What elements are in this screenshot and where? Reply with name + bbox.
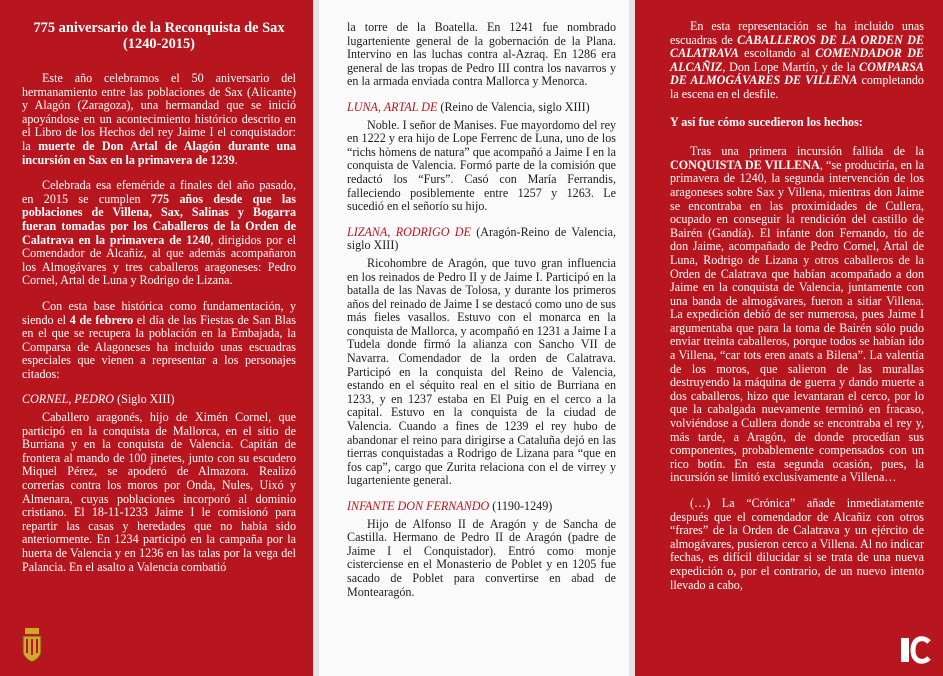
heading-fernando-name: INFANTE DON FERNANDO xyxy=(347,499,490,513)
section-heading: Y así fue cómo sucedieron los hechos: xyxy=(670,114,863,129)
page-title: 775 aniversario de la Reconquista de Sax (1240-2015) xyxy=(33,20,285,52)
right-panel xyxy=(635,0,943,676)
representation-text: En esta representación se ha incluido unas escuadras de xyxy=(670,19,924,47)
cornel-paragraph: Caballero aragonés, hijo de Ximén Cornel, que participó en la conquista de Mallorca, en el sitio de Burriana y en la conquista de Valencia. Capitán de frontera al mando de 100 jinetes, junto con su escudero Miquel Pérez, se apoderó de Almazora. Realizó correrías contra los moros por Onda, Nules, Uixó y Almenara, cuyas poblaciones incorporó al dominio cristiano. El 18-11-1233 Jaime I le comisionó para repartir las casas y heredades que no había sido anteriormente. En 1234 participó en la campaña por la huerta de Valencia y en 1236 en las talas por la vega del Palancia. En el asalto a Valencia combatió xyxy=(22,410,296,574)
heading-cornel-name: CORNEL, PEDRO xyxy=(22,392,115,407)
comendador-highlight: COMENDADOR DE ALCAÑIZ xyxy=(670,46,924,74)
anniversary-end: , dirigidos por el Comendador de Alcañiz, al que además acompañaron los Almogávares y tres caballeros aragoneses: Pedro Cornel, Artal de Luna y Rodrigo de Lizana. xyxy=(22,232,296,288)
representation-text-2: escoltando al xyxy=(738,46,816,61)
heading-cornel-sub: (Siglo XIII) xyxy=(114,392,175,407)
heading-luna xyxy=(347,101,616,115)
coat-of-arms-icon xyxy=(22,628,42,662)
events-text-2: , “se produciría, en la primavera de 1240, la segunda intervención de los aragoneses sobre Sax y Villena, mientras don Jaime se encontraba en las proximidades de Cullera, ocupado en conseguir la rendición del castillo de Bairén (Gandía). El infante don Fernando, tío de don Jaime, acompañado de Pedro Cornel, Artal de Luna, Rodrigo de Lizana y otros caballeros de la Orden de Calatrava que habían acompañado a don Jaime en la conquista de Valencia, juntamente con una banda de almogávares, fueron a sitiar Villena. La expedición debió de ser numerosa, pues Jaime I argumentaba que para la toma de Bairén sólo pudo enviar treinta caballeros, porque todos se habían ido a Villena, “car tots eren anats a Bilena”. La valentía de los moros, que salieron de las murallas destruyendo la máquina de guerra y dando muerte a dos caballeros, hizo que levantaran el cerco, por lo que la cabalgada nuevamente terminó en fracaso, volviéndose a Cullera donde se encontraba el rey y, más tarde, a Aragón, de donde procedían sus componentes, probablemente compensados con un rico botín. En esta segunda ocasión, pues, la incursión se limitó exclusivamente a Villena… xyxy=(670,157,924,485)
comparsa-text: Con esta base histórica como fundamentación, y siendo el xyxy=(22,298,296,327)
date-highlight: 4 de febrero xyxy=(69,312,134,327)
middle-panel xyxy=(313,0,635,676)
comparsa-end: el día de las Fiestas de San Blas en el que se recupera la población en la Embajada, la Comparsa de Alagoneses ha incluido unas escuadras especiales que vienen a representar a los personajes citados: xyxy=(22,312,296,381)
left-panel xyxy=(0,0,313,676)
events-paragraph xyxy=(670,145,924,485)
heading-lizana-sub: (Aragón-Reino de Valencia, siglo XIII) xyxy=(347,224,617,253)
fold-left xyxy=(313,0,319,676)
anniversary-paragraph xyxy=(22,179,296,288)
intro-end: . xyxy=(234,152,238,167)
luna-paragraph: Noble. I señor de Manises. Fue mayordomo del rey en 1222 y era hijo de Lope Ferrenc de Luna, uno de los “richs hòmens de natura” que acompañó a Jaime I en la conquista de Valencia. Formó parte de la comisión que redactó los “Furs”. Casó con María Ferrandis, falleciendo posiblemente entre 1257 y 1263. Le sucedió en el señorío su hijo. xyxy=(347,117,616,214)
cornel-continued: la torre de la Boatella. En 1241 fue nombrado lugarteniente general de la gobernación de la Plana. Intervino en las luchas contra al-Azraq. En 1286 era general de las tropas de Pedro III contra los navarros y en la armada enviada contra Mallorca y Menorca. xyxy=(347,20,616,89)
lizana-paragraph: Ricohombre de Aragón, que tuvo gran influencia en los reinados de Pedro II y de Jaime I. Participó en la batalla de las Navas de Tolosa, y durante los primeros años del reinado de Jaime I se destacó como uno de sus más fieles vasallos. Estuvo con el monarca en la conquista de Mallorca, y acompañó en 1231 a Jaime I a Tudela donde firmó la alianza con Sancho VII de Navarra. Comendador de la orden de Calatrava. Participó en la conquista del Reino de Valencia, estando en el séquito real en el sitio de Burriana en 1233, y en 1237 estaba en El Puig en el cerco a la capital. Estuvo en la conquista de la ciudad de Valencia. Cuando a fines de 1239 el rey hubo de abandonar el reino para dirigirse a Cataluña dejó en las tierras conquistadas a Rodrigo de Lizana para “que en fos cap”, cargo que Zurita relaciona con el de virrey y lugarteniente general. xyxy=(347,255,616,488)
heading-cornel xyxy=(22,393,296,407)
representation-text-3: , Don Lope Martín, y de la xyxy=(722,59,860,74)
fernando-paragraph: Hijo de Alfonso II de Aragón y de Sancha de Castilla. Hermano de Pedro II de Aragón (padre de Jaime I el Conquistador). Entró como monje cisterciense en el Monasterio de Poblet y en 1205 fue sacado de Poblet para convertirse en abad de Montearagón. xyxy=(347,516,616,599)
anniversary-highlight: 775 años desde que las poblaciones de Villena, Sax, Salinas y Bogarra fueran tomadas por los Caballeros de la Orden de Calatrava en la primavera de 1240 xyxy=(22,191,296,247)
cronica-paragraph: (…) La “Crónica” añade inmediatamente después que el comendador de Alcañiz con otros “frares” de la Orden de Calatrava y un ejército de almogávares, pusieron cerco a Villena. Al no indicar fechas, es difícil dilucidar si se trata de una nueva expedición o, por el contrario, de un nuevo intento llevado a cabo, xyxy=(670,496,924,592)
intro-paragraph xyxy=(22,72,296,167)
heading-luna-name: LUNA, ARTAL DE xyxy=(347,99,438,114)
heading-lizana-name: LIZANA, RODRIGO DE xyxy=(347,224,471,239)
heading-lizana xyxy=(347,226,616,253)
comparsa-logo-icon xyxy=(893,630,935,670)
events-text: Tras una primera incursión fallida de la xyxy=(690,144,924,159)
intro-text: Este año celebramos el 50 aniversario del hermanamiento entre las poblaciones de Sax (Alicante) y Alagón (Zaragoza), una hermandad que se inició apoyándose en un acontecimiento histórico descrito en el Libro de los Hechos del rey Jaime I el conquistador: la xyxy=(22,71,296,153)
heading-luna-sub: (Reino de Valencia, siglo XIII) xyxy=(437,99,590,114)
almogavares-highlight: COMPARSA DE ALMOGÁVARES DE VILLENA xyxy=(670,59,924,88)
intro-highlight: muerte de Don Artal de Alagón durante una incursión en Sax en la primavera de 1239 xyxy=(22,138,296,167)
calatrava-highlight: CABALLEROS DE LA ORDEN DE CALATRAVA xyxy=(670,32,925,61)
anniversary-text: Celebrada esa efeméride a finales del año pasado, en 2015 se cumplen xyxy=(22,178,296,206)
heading-fernando xyxy=(347,500,616,514)
representation-paragraph xyxy=(670,20,924,102)
comparsa-paragraph xyxy=(22,300,296,382)
representation-text-4: completando la escena en el desfile. xyxy=(670,73,924,101)
villena-highlight: CONQUISTA DE VILLENA xyxy=(670,157,820,172)
heading-fernando-sub: (1190-1249) xyxy=(489,499,553,513)
